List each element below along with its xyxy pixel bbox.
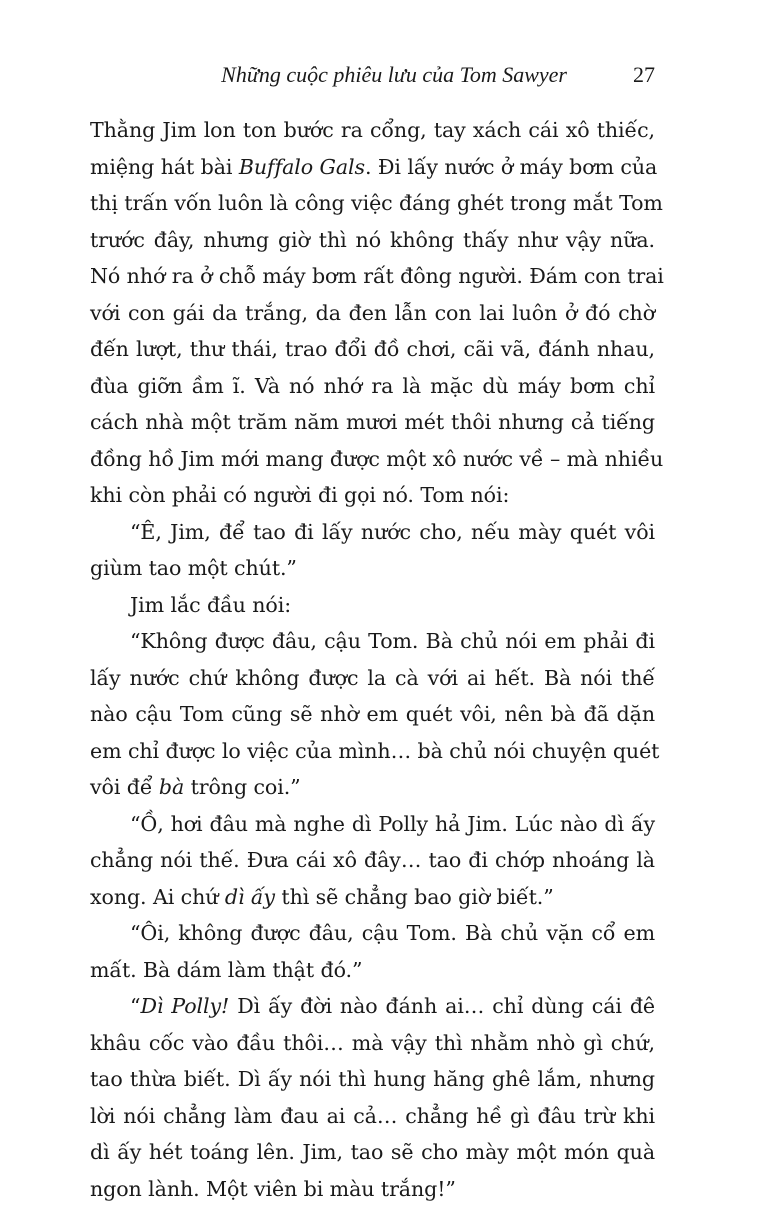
text-run: Dì ấy đời nào đánh ai… chỉ dùng cái đê [229, 994, 655, 1018]
page-number: 27 [633, 62, 655, 88]
text-line [90, 696, 655, 733]
text-line [90, 842, 655, 879]
italic-text: Dì Polly! [140, 994, 229, 1018]
text-line [90, 1098, 655, 1135]
text-run: Jim lắc đầu nói: [130, 593, 291, 617]
text-run: trông coi.” [184, 775, 300, 799]
running-header [90, 62, 655, 92]
book-title: Những cuộc phiêu lưu của Tom Sawyer [221, 62, 567, 88]
text-line [90, 915, 655, 952]
text-run: thị trấn vốn luôn là công việc đáng ghét trong mắt Tom [90, 191, 663, 215]
text-line [90, 368, 655, 405]
text-run: Thằng Jim lon ton bước ra cổng, tay xách cái xô thiếc, [90, 118, 655, 142]
text-line [90, 1134, 655, 1171]
text-line [90, 988, 655, 1025]
text-line [90, 112, 655, 149]
text-line [90, 404, 655, 441]
text-run: đùa giỡn ầm ĩ. Và nó nhớ ra là mặc dù máy bơm chỉ [90, 374, 655, 398]
body-text [90, 112, 655, 1207]
text-line [90, 1061, 655, 1098]
text-run: khi còn phải có người đi gọi nó. Tom nói: [90, 483, 509, 507]
text-run: Nó nhớ ra ở chỗ máy bơm rất đông người. Đám con trai [90, 264, 664, 288]
text-run: với con gái da trắng, da đen lẫn con lai luôn ở đó chờ [90, 301, 655, 325]
text-run: “Ê, Jim, để tao đi lấy nước cho, nếu mày quét vôi [130, 520, 655, 544]
text-run: xong. Ai chứ [90, 885, 225, 909]
text-run: lấy nước chứ không được la cà với ai hết. Bà nói thế [90, 666, 655, 690]
text-line [90, 149, 655, 186]
text-run: mất. Bà dám làm thật đó.” [90, 958, 362, 982]
text-line [90, 222, 655, 259]
text-run: miệng hát bài [90, 155, 239, 179]
text-line [90, 623, 655, 660]
text-run: dì ấy hét toáng lên. Jim, tao sẽ cho mày một món quà [90, 1140, 655, 1164]
text-run: lời nói chẳng làm đau ai cả… chẳng hề gì đâu trừ khi [90, 1104, 655, 1128]
text-line [90, 733, 655, 770]
text-run: đồng hồ Jim mới mang được một xô nước về – mà nhiều [90, 447, 663, 471]
text-run: vôi để [90, 775, 159, 799]
text-line [90, 258, 655, 295]
text-run: “Ôi, không được đâu, cậu Tom. Bà chủ vặn cổ em [130, 921, 655, 945]
text-line [90, 1171, 655, 1207]
text-run: em chỉ được lo việc của mình… bà chủ nói chuyện quét [90, 739, 659, 763]
italic-text: dì ấy [225, 885, 275, 909]
text-line [90, 477, 655, 514]
text-line [90, 806, 655, 843]
text-run: giùm tao một chút.” [90, 556, 297, 580]
text-run: cách nhà một trăm năm mươi mét thôi nhưng cả tiếng [90, 410, 655, 434]
text-run: khâu cốc vào đầu thôi… mà vậy thì nhằm nhò gì chứ, [90, 1031, 655, 1055]
text-line [90, 769, 655, 806]
text-line [90, 295, 655, 332]
text-run: nào cậu Tom cũng sẽ nhờ em quét vôi, nên bà đã dặn [90, 702, 655, 726]
text-run: ngon lành. Một viên bi màu trắng!” [90, 1177, 456, 1201]
text-line [90, 185, 655, 222]
text-run: thì sẽ chẳng bao giờ biết.” [275, 885, 554, 909]
text-line [90, 587, 655, 624]
italic-text: bà [159, 775, 184, 799]
text-line [90, 514, 655, 551]
text-run: “Ồ, hơi đâu mà nghe dì Polly hả Jim. Lúc nào dì ấy [130, 812, 655, 836]
text-line [90, 331, 655, 368]
text-line [90, 660, 655, 697]
text-line [90, 1025, 655, 1062]
text-run: trước đây, nhưng giờ thì nó không thấy như vậy nữa. [90, 228, 655, 252]
text-line [90, 952, 655, 989]
text-line [90, 550, 655, 587]
text-line [90, 441, 655, 478]
text-run: đến lượt, thư thái, trao đổi đồ chơi, cãi vã, đánh nhau, [90, 337, 655, 361]
text-run: . Đi lấy nước ở máy bơm của [365, 155, 657, 179]
text-run: “ [130, 994, 140, 1018]
text-run: chẳng nói thế. Đưa cái xô đây… tao đi chớp nhoáng là [90, 848, 655, 872]
italic-text: Buffalo Gals [239, 155, 365, 179]
text-line [90, 879, 655, 916]
text-run: tao thừa biết. Dì ấy nói thì hung hăng ghê lắm, nhưng [90, 1067, 655, 1091]
text-run: “Không được đâu, cậu Tom. Bà chủ nói em phải đi [130, 629, 655, 653]
